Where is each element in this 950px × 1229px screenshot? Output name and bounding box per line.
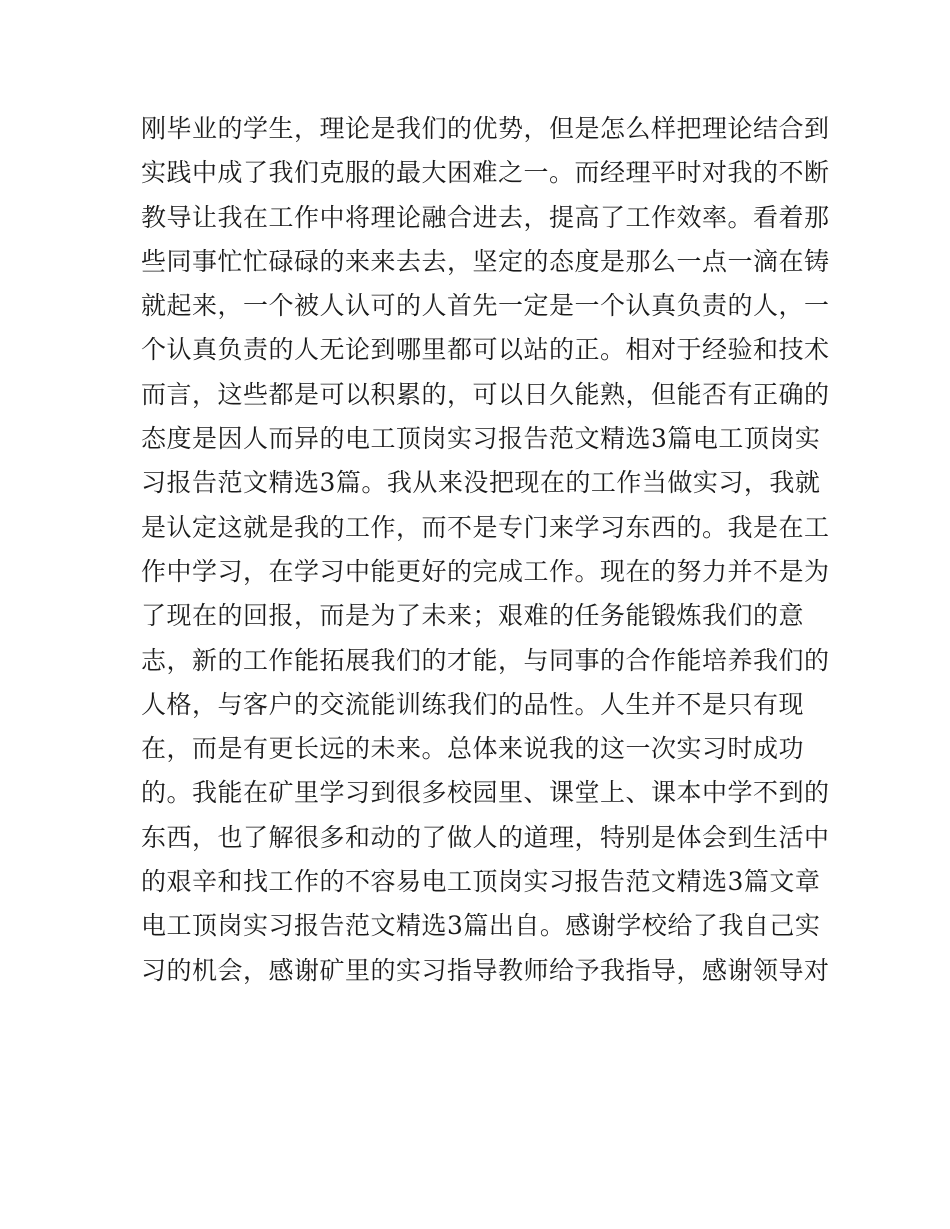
text-line: 人格，与客户的交流能训练我们的品性。人生并不是只有现 — [141, 689, 805, 719]
body-paragraph — [141, 107, 830, 993]
text-line: 的艰辛和找工作的不容易电工顶岗实习报告范文精选3篇文章 — [141, 867, 821, 897]
text-line: 而言，这些都是可以积累的，可以日久能熟，但能否有正确的 — [141, 379, 830, 409]
text-line: 是认定这就是我的工作，而不是专门来学习东西的。我是在工 — [141, 512, 830, 542]
text-line: 习的机会，感谢矿里的实习指导教师给予我指导，感谢领导对 — [141, 955, 830, 985]
text-line: 习报告范文精选3篇。我从来没把现在的工作当做实习，我就 — [141, 468, 821, 498]
text-line: 刚毕业的学生，理论是我们的优势，但是怎么样把理论结合到 — [141, 114, 830, 143]
text-line: 的。我能在矿里学习到很多校园里、课堂上、课本中学不到的 — [141, 778, 830, 808]
text-line: 实践中成了我们克服的最大困难之一。而经理平时对我的不断 — [141, 158, 830, 188]
text-line: 作中学习，在学习中能更好的完成工作。现在的努力并不是为 — [141, 556, 830, 586]
text-line: 电工顶岗实习报告范文精选3篇出自。感谢学校给了我自己实 — [141, 911, 821, 941]
text-line: 在，而是有更长远的未来。总体来说我的这一次实习时成功 — [141, 734, 805, 764]
text-line: 个认真负责的人无论到哪里都可以站的正。相对于经验和技术 — [141, 335, 830, 365]
text-line: 些同事忙忙碌碌的来来去去，坚定的态度是那么一点一滴在铸 — [141, 246, 830, 276]
text-line: 教导让我在工作中将理论融合进去，提高了工作效率。看着那 — [141, 202, 830, 232]
text-line: 就起来，一个被人认可的人首先一定是一个认真负责的人，一 — [141, 291, 830, 321]
text-line: 东西，也了解很多和动的了做人的道理，特别是体会到生活中 — [141, 822, 830, 852]
text-line: 志，新的工作能拓展我们的才能，与同事的合作能培养我们的 — [141, 645, 830, 675]
text-line: 态度是因人而异的电工顶岗实习报告范文精选3篇电工顶岗实 — [141, 424, 821, 454]
text-line: 了现在的回报，而是为了未来；艰难的任务能锻炼我们的意 — [141, 601, 805, 631]
